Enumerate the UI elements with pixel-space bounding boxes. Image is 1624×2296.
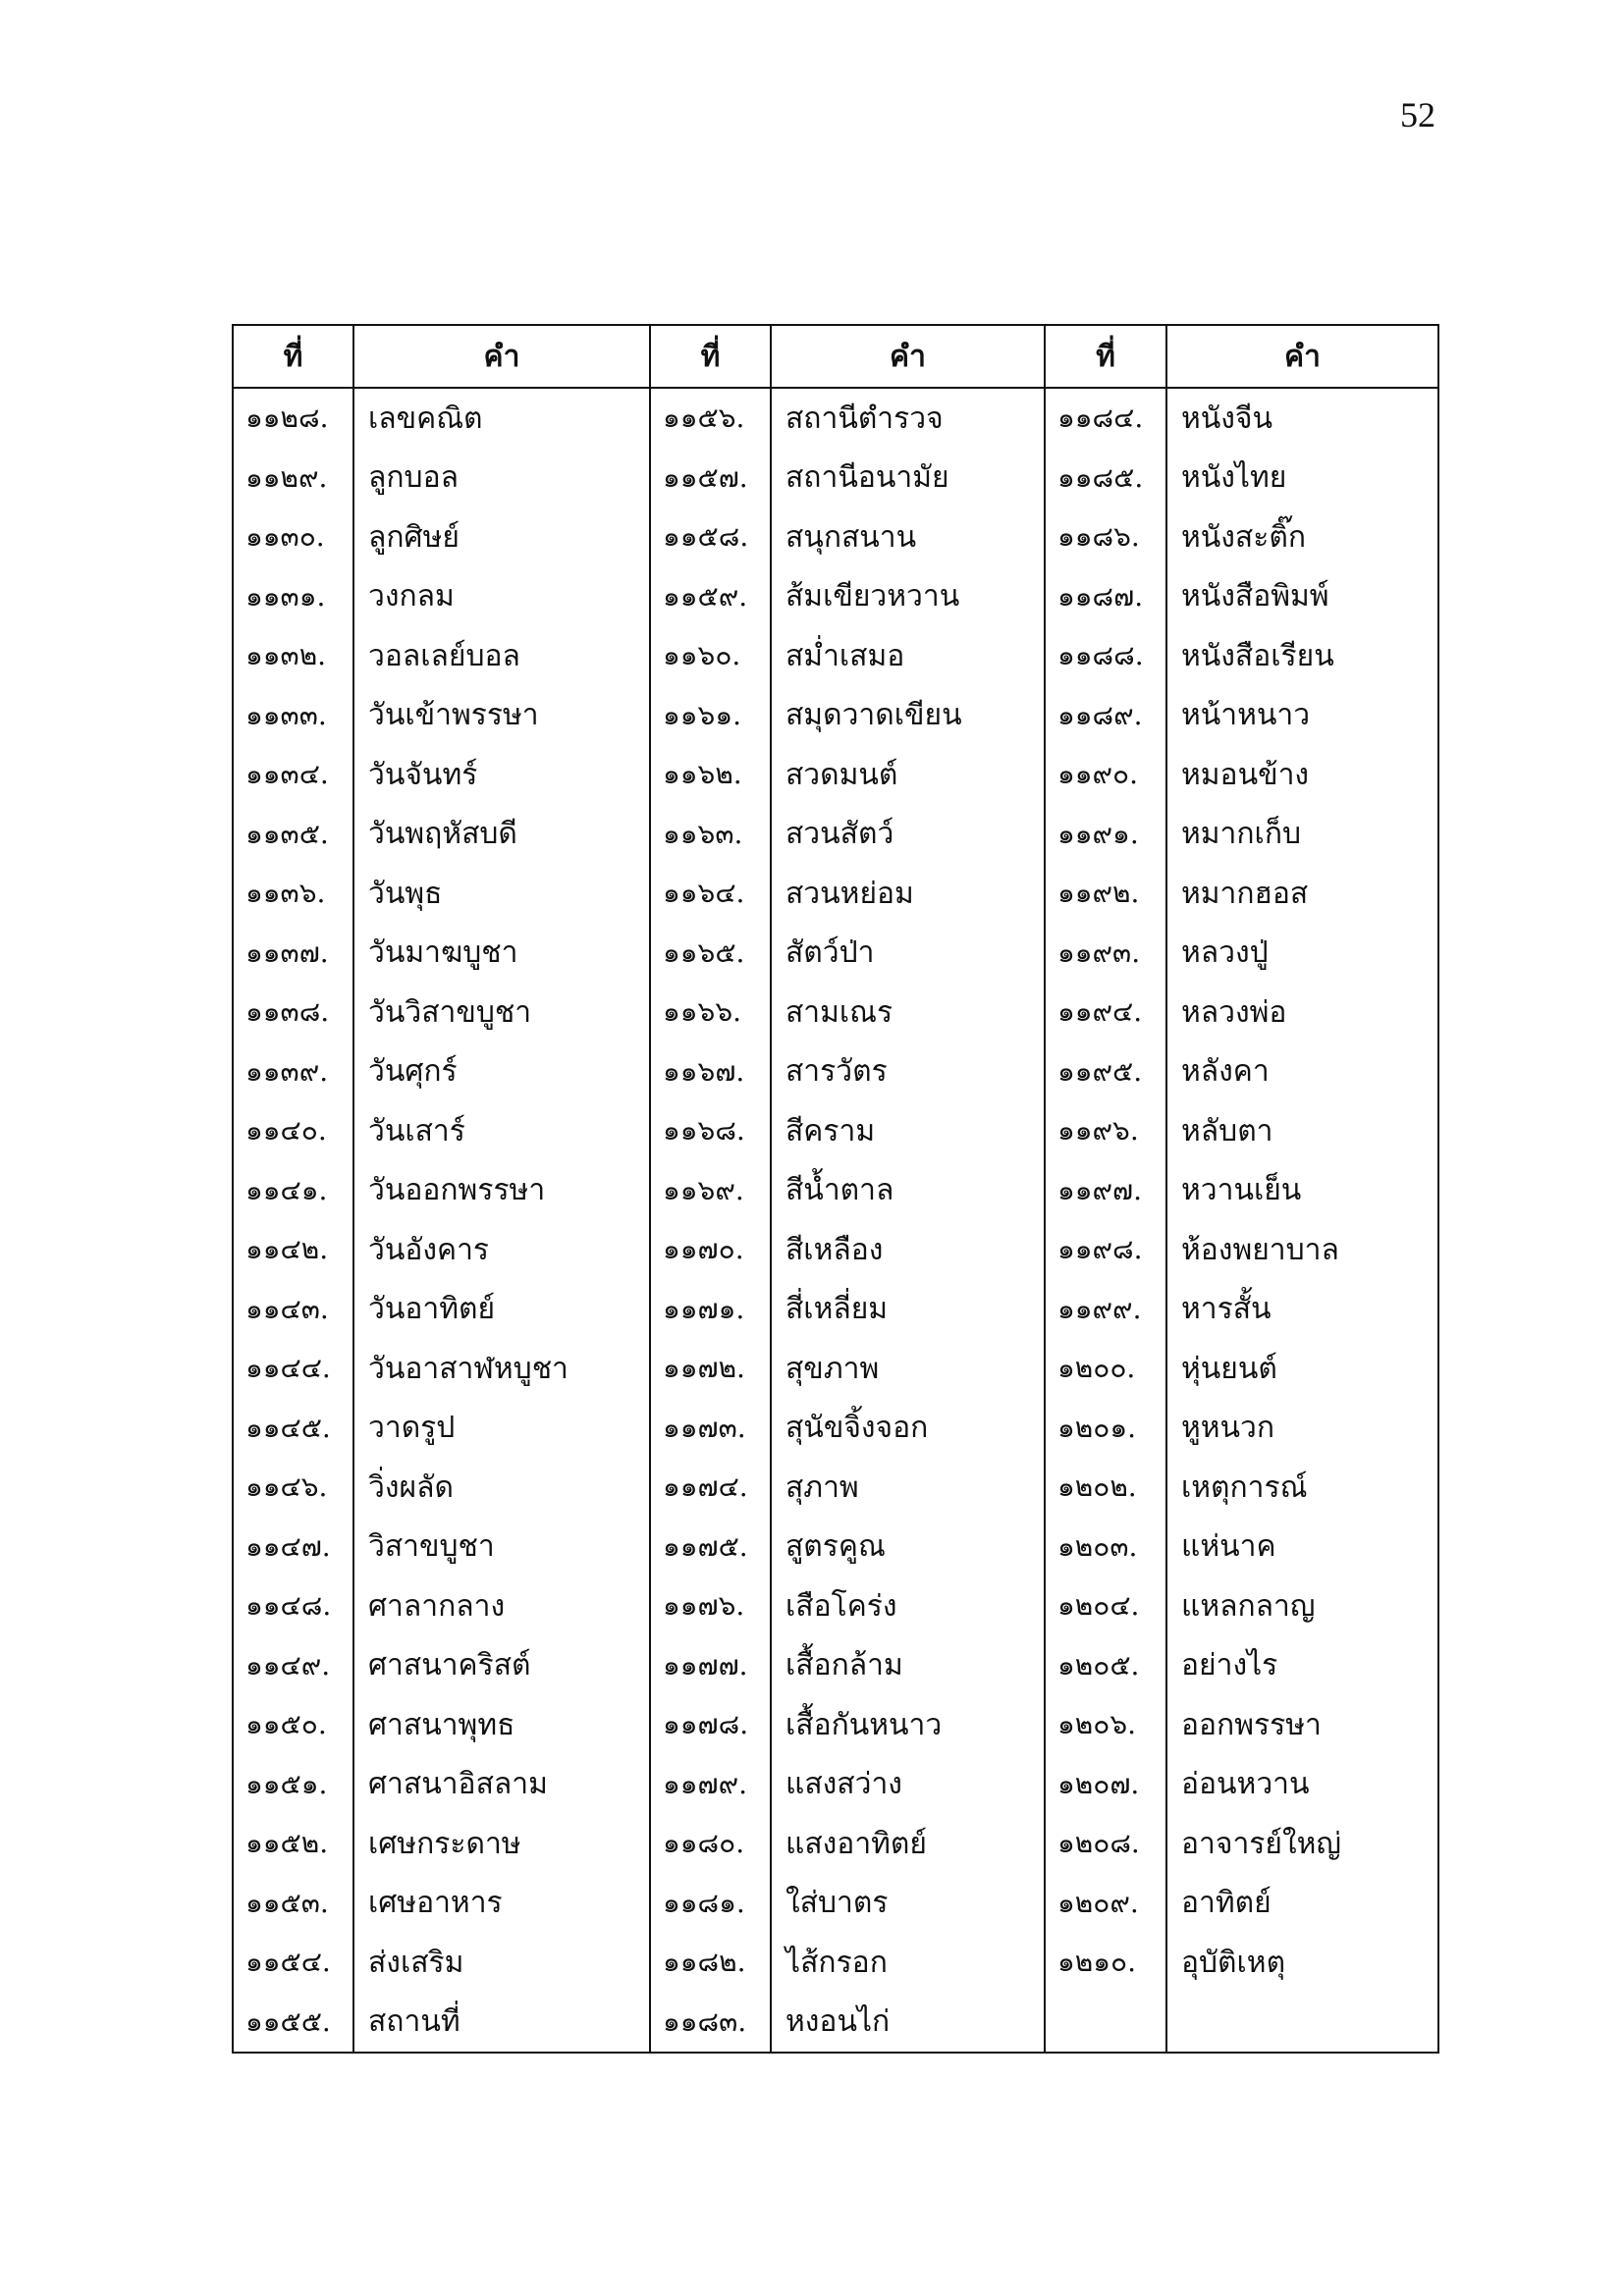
entry-number: ๑๑๙๓. bbox=[1045, 924, 1166, 984]
table-row bbox=[233, 1161, 1438, 1221]
entry-word: หุ่นยนต์ bbox=[1166, 1339, 1438, 1399]
entry-word: อาทิตย์ bbox=[1166, 1874, 1438, 1934]
table-row bbox=[233, 1695, 1438, 1755]
entry-word: เสือโคร่ง bbox=[771, 1576, 1045, 1636]
column-header-word: คำ bbox=[1166, 325, 1438, 388]
entry-number: ๑๒๐๓. bbox=[1045, 1518, 1166, 1577]
entry-number: ๑๑๕๓. bbox=[233, 1874, 353, 1934]
entry-number: ๑๒๐๕. bbox=[1045, 1636, 1166, 1696]
table-row bbox=[233, 1220, 1438, 1280]
entry-word: เสื้อกันหนาว bbox=[771, 1695, 1045, 1755]
entry-word: แหลกลาญ bbox=[1166, 1576, 1438, 1636]
entry-word: ศาสนาพุทธ bbox=[353, 1695, 650, 1755]
column-header-word: คำ bbox=[353, 325, 650, 388]
table-row bbox=[233, 1933, 1438, 1993]
table-row bbox=[233, 1458, 1438, 1518]
entry-number: ๑๑๖๘. bbox=[650, 1101, 771, 1161]
entry-word: สถานีอนามัย bbox=[771, 449, 1045, 508]
entry-number: ๑๑๔๗. bbox=[233, 1518, 353, 1577]
entry-number: ๑๑๗๒. bbox=[650, 1339, 771, 1399]
entry-word: สถานที่ bbox=[353, 1993, 650, 2054]
entry-number: ๑๑๙๗. bbox=[1045, 1161, 1166, 1221]
entry-number: ๑๑๗๙. bbox=[650, 1755, 771, 1815]
word-list-table bbox=[232, 324, 1439, 2054]
table-body bbox=[233, 388, 1438, 2053]
entry-number: ๑๒๐๑. bbox=[1045, 1399, 1166, 1459]
entry-word: วันเสาร์ bbox=[353, 1101, 650, 1161]
entry-word: วันอาทิตย์ bbox=[353, 1280, 650, 1340]
table-row bbox=[233, 1576, 1438, 1636]
entry-word: สามเณร bbox=[771, 983, 1045, 1042]
table-row bbox=[233, 1399, 1438, 1459]
entry-number: ๑๒๑๐. bbox=[1045, 1933, 1166, 1993]
table-row bbox=[233, 805, 1438, 865]
entry-number: ๑๑๓๑. bbox=[233, 567, 353, 627]
column-header-number: ที่ bbox=[650, 325, 771, 388]
entry-word: แสงสว่าง bbox=[771, 1755, 1045, 1815]
entry-number: ๑๑๖๗. bbox=[650, 1042, 771, 1102]
entry-number: ๑๑๕๖. bbox=[650, 388, 771, 449]
table-row bbox=[233, 1101, 1438, 1161]
entry-number: ๑๑๘๙. bbox=[1045, 686, 1166, 746]
entry-word: ออกพรรษา bbox=[1166, 1695, 1438, 1755]
entry-number: ๑๑๙๖. bbox=[1045, 1101, 1166, 1161]
entry-word: วงกลม bbox=[353, 567, 650, 627]
entry-number: ๑๑๒๘. bbox=[233, 388, 353, 449]
entry-word: สวดมนต์ bbox=[771, 745, 1045, 805]
entry-word: สี่เหลี่ยม bbox=[771, 1280, 1045, 1340]
entry-number: ๑๒๐๗. bbox=[1045, 1755, 1166, 1815]
entry-word: ศาสนาอิสลาม bbox=[353, 1755, 650, 1815]
entry-number: ๑๑๙๔. bbox=[1045, 983, 1166, 1042]
table-row bbox=[233, 1339, 1438, 1399]
entry-number: ๑๑๘๖. bbox=[1045, 507, 1166, 567]
entry-word: สารวัตร bbox=[771, 1042, 1045, 1102]
entry-word: วันศุกร์ bbox=[353, 1042, 650, 1102]
entry-number: ๑๑๙๑. bbox=[1045, 805, 1166, 865]
table-row bbox=[233, 1993, 1438, 2054]
entry-word: วันพุธ bbox=[353, 864, 650, 924]
entry-word: อาจารย์ใหญ่ bbox=[1166, 1814, 1438, 1874]
entry-word: หวานเย็น bbox=[1166, 1161, 1438, 1221]
entry-number bbox=[1045, 1993, 1166, 2054]
entry-number: ๑๑๔๔. bbox=[233, 1339, 353, 1399]
entry-word: อ่อนหวาน bbox=[1166, 1755, 1438, 1815]
entry-number: ๑๑๘๑. bbox=[650, 1874, 771, 1934]
entry-number: ๑๑๖๐. bbox=[650, 626, 771, 686]
entry-number: ๑๑๗๗. bbox=[650, 1636, 771, 1696]
entry-number: ๑๑๗๐. bbox=[650, 1220, 771, 1280]
entry-word: ไส้กรอก bbox=[771, 1933, 1045, 1993]
entry-number: ๑๑๔๑. bbox=[233, 1161, 353, 1221]
entry-number: ๑๑๖๑. bbox=[650, 686, 771, 746]
entry-word: วันอังคาร bbox=[353, 1220, 650, 1280]
entry-number: ๑๑๘๔. bbox=[1045, 388, 1166, 449]
entry-number: ๑๑๓๗. bbox=[233, 924, 353, 984]
entry-number: ๑๑๔๒. bbox=[233, 1220, 353, 1280]
entry-word: หมอนข้าง bbox=[1166, 745, 1438, 805]
entry-word: วิ่งผลัด bbox=[353, 1458, 650, 1518]
entry-word: สม่ำเสมอ bbox=[771, 626, 1045, 686]
table-row bbox=[233, 983, 1438, 1042]
entry-number: ๑๑๔๕. bbox=[233, 1399, 353, 1459]
entry-number: ๑๑๔๙. bbox=[233, 1636, 353, 1696]
entry-word: หนังสือพิมพ์ bbox=[1166, 567, 1438, 627]
entry-number: ๑๑๓๕. bbox=[233, 805, 353, 865]
table-row bbox=[233, 864, 1438, 924]
entry-word: หงอนไก่ bbox=[771, 1993, 1045, 2054]
entry-word: แสงอาทิตย์ bbox=[771, 1814, 1045, 1874]
entry-word: ศาลากลาง bbox=[353, 1576, 650, 1636]
entry-word: วันจันทร์ bbox=[353, 745, 650, 805]
entry-number: ๑๑๖๙. bbox=[650, 1161, 771, 1221]
table-row bbox=[233, 1280, 1438, 1340]
entry-number: ๑๑๕๔. bbox=[233, 1933, 353, 1993]
table-row bbox=[233, 924, 1438, 984]
entry-word: วิสาขบูชา bbox=[353, 1518, 650, 1577]
table-row bbox=[233, 388, 1438, 449]
entry-word: หลังคา bbox=[1166, 1042, 1438, 1102]
entry-number: ๑๑๒๙. bbox=[233, 449, 353, 508]
entry-word: วันพฤหัสบดี bbox=[353, 805, 650, 865]
entry-word: เสื้อกล้าม bbox=[771, 1636, 1045, 1696]
entry-word: หลวงพ่อ bbox=[1166, 983, 1438, 1042]
entry-word: วันเข้าพรรษา bbox=[353, 686, 650, 746]
entry-word: ลูกศิษย์ bbox=[353, 507, 650, 567]
entry-number: ๑๑๕๙. bbox=[650, 567, 771, 627]
entry-number: ๑๑๓๔. bbox=[233, 745, 353, 805]
entry-number: ๑๑๗๕. bbox=[650, 1518, 771, 1577]
entry-word: สมุดวาดเขียน bbox=[771, 686, 1045, 746]
entry-number: ๑๒๐๖. bbox=[1045, 1695, 1166, 1755]
table-row bbox=[233, 1636, 1438, 1696]
page-number: 52 bbox=[1400, 95, 1435, 134]
entry-word: วันอาสาฬหบูชา bbox=[353, 1339, 650, 1399]
entry-word: สุนัขจิ้งจอก bbox=[771, 1399, 1045, 1459]
entry-word: วันออกพรรษา bbox=[353, 1161, 650, 1221]
entry-word: ศาสนาคริสต์ bbox=[353, 1636, 650, 1696]
entry-word: อย่างไร bbox=[1166, 1636, 1438, 1696]
entry-word: สุขภาพ bbox=[771, 1339, 1045, 1399]
entry-number: ๑๑๓๐. bbox=[233, 507, 353, 567]
entry-word: หน้าหนาว bbox=[1166, 686, 1438, 746]
entry-word: เศษอาหาร bbox=[353, 1874, 650, 1934]
entry-word: วาดรูป bbox=[353, 1399, 650, 1459]
entry-word: สีคราม bbox=[771, 1101, 1045, 1161]
entry-number: ๑๑๔๘. bbox=[233, 1576, 353, 1636]
entry-number: ๑๑๕๐. bbox=[233, 1695, 353, 1755]
entry-number: ๑๑๙๒. bbox=[1045, 864, 1166, 924]
entry-number: ๑๑๘๘. bbox=[1045, 626, 1166, 686]
entry-word: ลูกบอล bbox=[353, 449, 650, 508]
entry-number: ๑๑๗๑. bbox=[650, 1280, 771, 1340]
entry-word: วันมาฆบูชา bbox=[353, 924, 650, 984]
entry-word: ห้องพยาบาล bbox=[1166, 1220, 1438, 1280]
table-row bbox=[233, 1518, 1438, 1577]
table-row bbox=[233, 1874, 1438, 1934]
entry-number: ๑๑๖๒. bbox=[650, 745, 771, 805]
entry-number: ๑๑๘๕. bbox=[1045, 449, 1166, 508]
table-row bbox=[233, 567, 1438, 627]
entry-number: ๑๒๐๙. bbox=[1045, 1874, 1166, 1934]
entry-word: ส้มเขียวหวาน bbox=[771, 567, 1045, 627]
entry-number: ๑๑๗๓. bbox=[650, 1399, 771, 1459]
entry-word: หนังจีน bbox=[1166, 388, 1438, 449]
entry-number: ๑๑๓๖. bbox=[233, 864, 353, 924]
entry-number: ๑๑๗๘. bbox=[650, 1695, 771, 1755]
entry-word: สีน้ำตาล bbox=[771, 1161, 1045, 1221]
entry-number: ๑๒๐๔. bbox=[1045, 1576, 1166, 1636]
entry-word: หารสั้น bbox=[1166, 1280, 1438, 1340]
entry-number: ๑๒๐๐. bbox=[1045, 1339, 1166, 1399]
entry-number: ๑๑๓๓. bbox=[233, 686, 353, 746]
entry-word: เหตุการณ์ bbox=[1166, 1458, 1438, 1518]
entry-number: ๑๒๐๒. bbox=[1045, 1458, 1166, 1518]
entry-number: ๑๑๖๓. bbox=[650, 805, 771, 865]
entry-word: อุบัติเหตุ bbox=[1166, 1933, 1438, 1993]
entry-word: หมากเก็บ bbox=[1166, 805, 1438, 865]
table-row bbox=[233, 686, 1438, 746]
entry-number: ๑๑๓๒. bbox=[233, 626, 353, 686]
entry-word: สนุกสนาน bbox=[771, 507, 1045, 567]
table-row bbox=[233, 626, 1438, 686]
entry-number: ๑๑๙๙. bbox=[1045, 1280, 1166, 1340]
entry-number: ๑๑๖๕. bbox=[650, 924, 771, 984]
entry-number: ๑๑๘๗. bbox=[1045, 567, 1166, 627]
entry-number: ๑๑๔๐. bbox=[233, 1101, 353, 1161]
entry-word bbox=[1166, 1993, 1438, 2054]
entry-word: เศษกระดาษ bbox=[353, 1814, 650, 1874]
entry-word: สูตรคูณ bbox=[771, 1518, 1045, 1577]
entry-number: ๑๑๗๖. bbox=[650, 1576, 771, 1636]
entry-word: หนังสะติ๊ก bbox=[1166, 507, 1438, 567]
entry-number: ๑๑๖๔. bbox=[650, 864, 771, 924]
entry-word: แห่นาค bbox=[1166, 1518, 1438, 1577]
table-row bbox=[233, 1042, 1438, 1102]
entry-number: ๑๑๕๑. bbox=[233, 1755, 353, 1815]
table-row bbox=[233, 507, 1438, 567]
table-header-row bbox=[233, 325, 1438, 388]
entry-word: หนังไทย bbox=[1166, 449, 1438, 508]
entry-number: ๑๑๙๕. bbox=[1045, 1042, 1166, 1102]
entry-number: ๑๑๓๘. bbox=[233, 983, 353, 1042]
entry-number: ๑๑๕๕. bbox=[233, 1993, 353, 2054]
entry-word: สุภาพ bbox=[771, 1458, 1045, 1518]
column-header-word: คำ bbox=[771, 325, 1045, 388]
table-row bbox=[233, 745, 1438, 805]
entry-number: ๑๑๘๒. bbox=[650, 1933, 771, 1993]
entry-number: ๑๑๕๘. bbox=[650, 507, 771, 567]
entry-number: ๑๑๓๙. bbox=[233, 1042, 353, 1102]
entry-word: สวนหย่อม bbox=[771, 864, 1045, 924]
entry-word: ส่งเสริม bbox=[353, 1933, 650, 1993]
entry-word: หลับตา bbox=[1166, 1101, 1438, 1161]
entry-word: วันวิสาขบูชา bbox=[353, 983, 650, 1042]
entry-word: หูหนวก bbox=[1166, 1399, 1438, 1459]
entry-word: เลขคณิต bbox=[353, 388, 650, 449]
entry-word: หมากฮอส bbox=[1166, 864, 1438, 924]
entry-number: ๑๑๗๔. bbox=[650, 1458, 771, 1518]
entry-word: สถานีตำรวจ bbox=[771, 388, 1045, 449]
entry-word: วอลเลย์บอล bbox=[353, 626, 650, 686]
entry-number: ๑๑๕๗. bbox=[650, 449, 771, 508]
column-header-number: ที่ bbox=[1045, 325, 1166, 388]
entry-word: หนังสือเรียน bbox=[1166, 626, 1438, 686]
entry-number: ๑๑๔๖. bbox=[233, 1458, 353, 1518]
entry-word: ใส่บาตร bbox=[771, 1874, 1045, 1934]
entry-number: ๑๑๙๐. bbox=[1045, 745, 1166, 805]
column-header-number: ที่ bbox=[233, 325, 353, 388]
entry-number: ๑๑๖๖. bbox=[650, 983, 771, 1042]
entry-number: ๑๑๙๘. bbox=[1045, 1220, 1166, 1280]
entry-number: ๑๒๐๘. bbox=[1045, 1814, 1166, 1874]
entry-number: ๑๑๔๓. bbox=[233, 1280, 353, 1340]
entry-word: สัตว์ป่า bbox=[771, 924, 1045, 984]
entry-word: สวนสัตว์ bbox=[771, 805, 1045, 865]
entry-word: สีเหลือง bbox=[771, 1220, 1045, 1280]
entry-number: ๑๑๘๓. bbox=[650, 1993, 771, 2054]
entry-number: ๑๑๕๒. bbox=[233, 1814, 353, 1874]
table-row bbox=[233, 449, 1438, 508]
table-row bbox=[233, 1755, 1438, 1815]
entry-number: ๑๑๘๐. bbox=[650, 1814, 771, 1874]
table-row bbox=[233, 1814, 1438, 1874]
entry-word: หลวงปู่ bbox=[1166, 924, 1438, 984]
